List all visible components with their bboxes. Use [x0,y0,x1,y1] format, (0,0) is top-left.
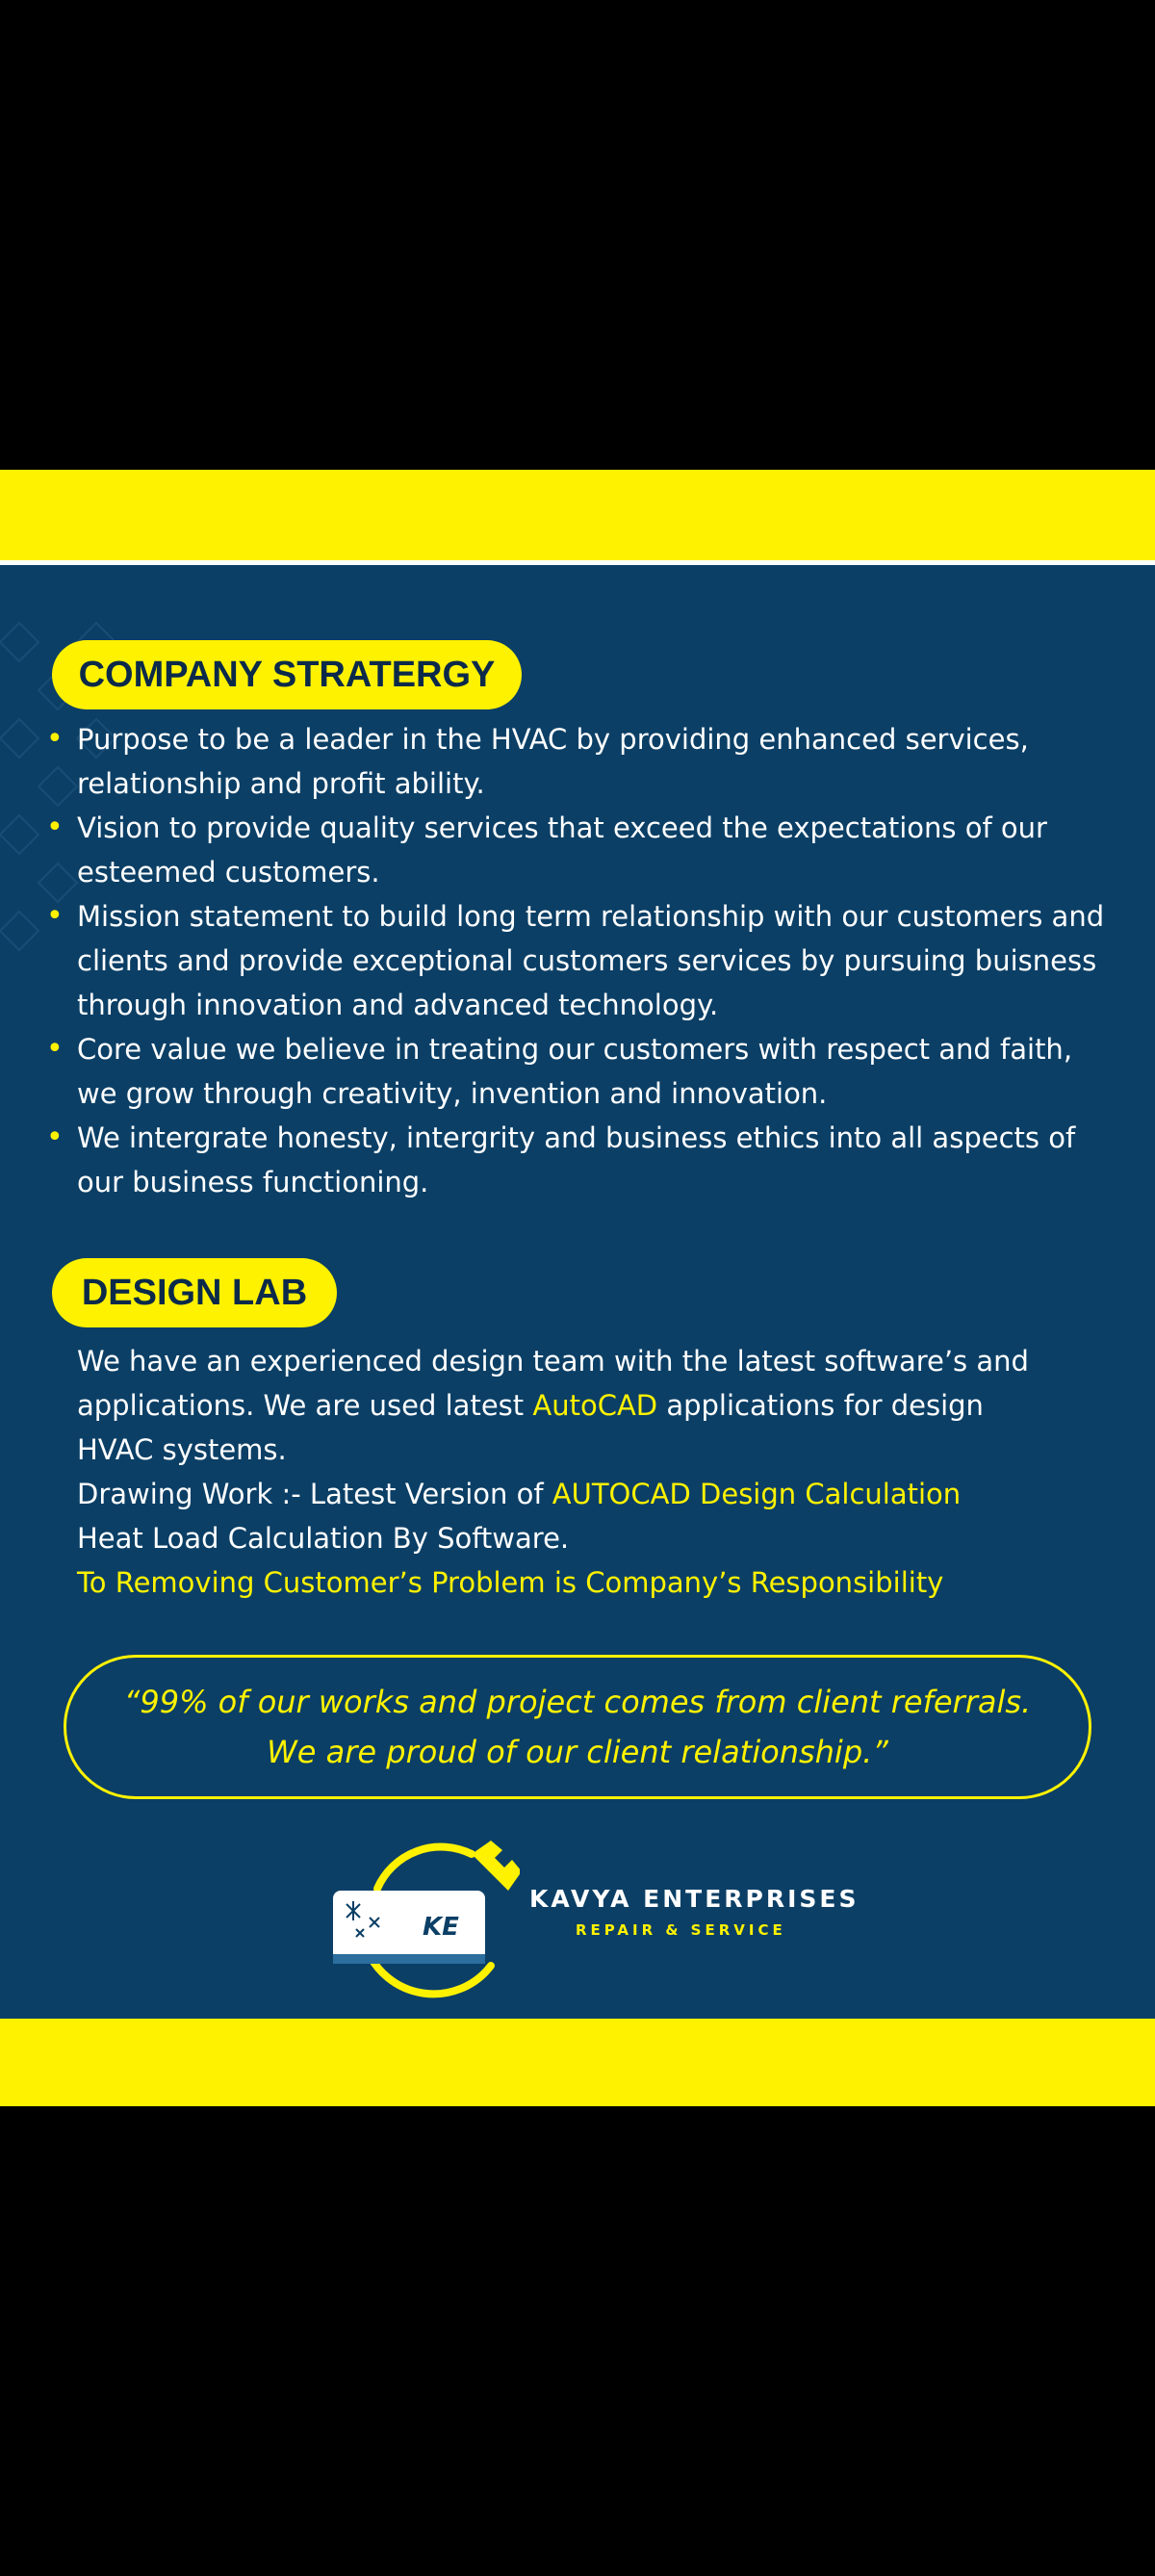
quote-line-1: “99% of our works and project comes from client referrals. [123,1684,1032,1720]
design-line-4-text: Drawing Work :- Latest Version of [77,1478,552,1510]
design-line-5: Heat Load Calculation By Software. [77,1522,570,1555]
autocad-highlight: AutoCAD [532,1389,658,1422]
brand-name: KAVYA ENTERPRISES [529,1885,860,1913]
design-line-2 [77,1383,1126,1428]
brand-logo [327,1821,866,2004]
responsibility-line: To Removing Customer’s Problem is Company’s Responsibility [77,1566,944,1599]
bullet-icon: • [46,899,64,933]
design-line-2-text: applications. We are used latest [77,1389,533,1422]
item-line: through innovation and advanced technology. [77,989,719,1021]
client-quote [64,1655,1091,1799]
company-strategy-heading: COMPANY STRATERGY [52,640,522,709]
ac-unit-wrench-logo-icon [327,1821,520,2004]
bullet-icon: • [46,1032,64,1066]
item-line: Mission statement to build long term relationship with our customers and [77,900,1105,933]
bullet-icon: • [46,811,64,844]
autocad-design-highlight: AUTOCAD Design Calculation [552,1478,962,1510]
top-black-area [0,0,1155,470]
brand-tagline: REPAIR & SERVICE [576,1921,786,1939]
item-line: We intergrate honesty, intergrity and business ethics into all aspects of [77,1121,1076,1154]
design-lab-heading: DESIGN LAB [52,1258,337,1327]
item-line: clients and provide exceptional customers services by pursuing buisness [77,944,1097,977]
design-line-4 [77,1472,1126,1516]
design-line-2-text-end: applications for design [657,1389,984,1422]
design-lab-text [77,1339,1126,1605]
bottom-yellow-band [0,2019,1155,2106]
list-item [46,1027,1134,1116]
design-line-3: HVAC systems. [77,1433,287,1466]
bullet-icon: • [46,1121,64,1154]
brand-monogram: KE [423,1913,459,1942]
bullet-icon: • [46,722,64,756]
item-line: Core value we believe in treating our customers with respect and faith, [77,1033,1073,1066]
list-item [46,1116,1134,1204]
top-yellow-band [0,470,1155,560]
item-line: Vision to provide quality services that exceed the expectations of our [77,811,1047,844]
quote-line-2: We are proud of our client relationship.” [267,1734,888,1770]
bottom-black-area [0,2106,1155,2576]
item-line: esteemed customers. [77,856,380,889]
item-line: relationship and profit ability. [77,767,485,800]
item-line: our business functioning. [77,1166,429,1198]
item-line: Purpose to be a leader in the HVAC by providing enhanced services, [77,723,1029,756]
strategy-list [46,717,1134,1204]
content-panel [0,565,1155,2019]
list-item [46,806,1134,894]
item-line: we grow through creativity, invention and innovation. [77,1077,828,1110]
list-item [46,717,1134,806]
list-item [46,894,1134,1027]
design-line-1: We have an experienced design team with the latest software’s and [77,1345,1029,1378]
